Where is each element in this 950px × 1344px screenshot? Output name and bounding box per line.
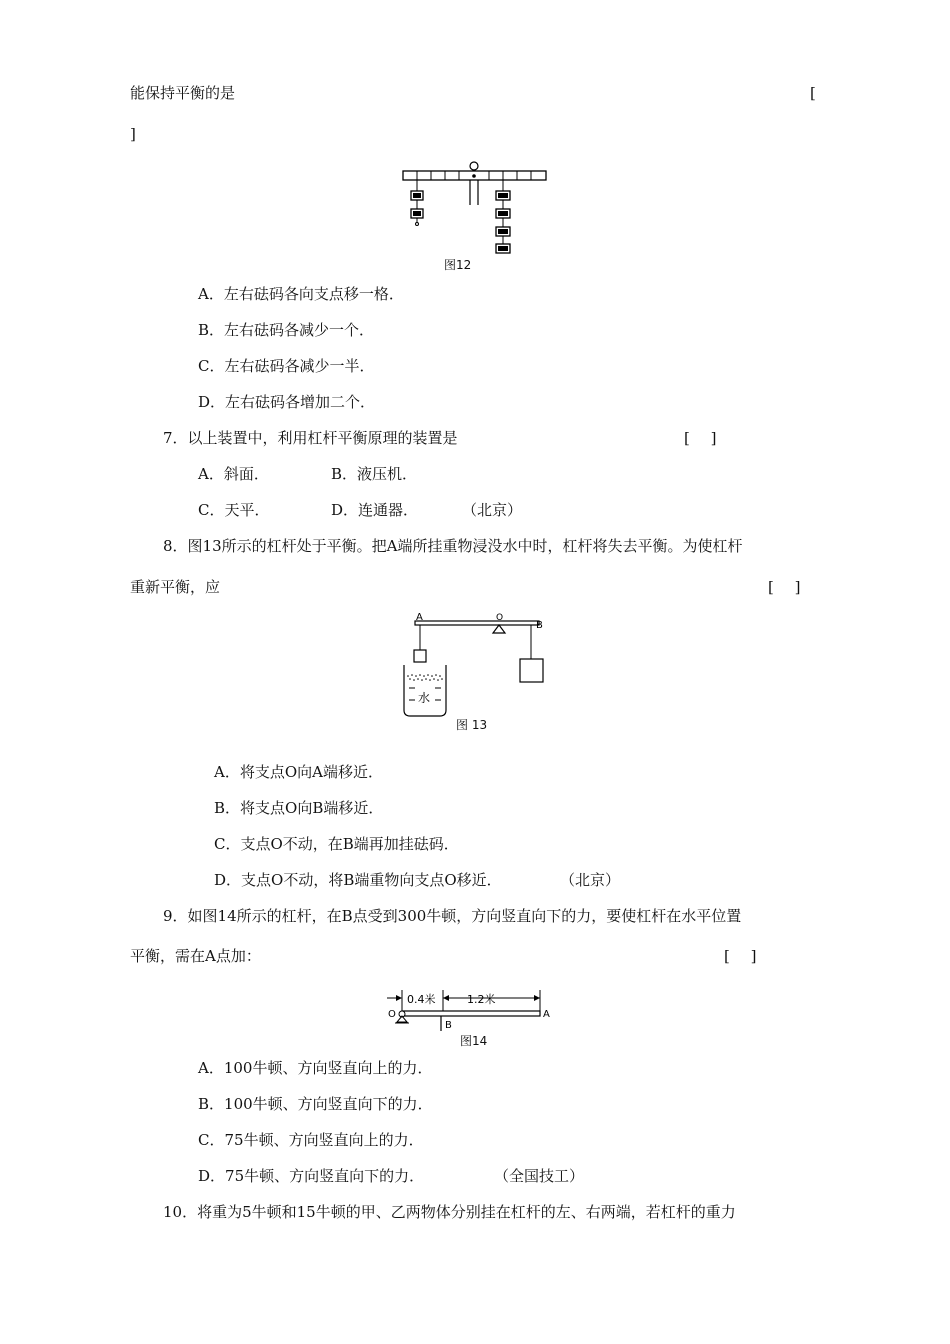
- fig13-label-a: A: [416, 612, 423, 623]
- figure-14-caption: 图14: [460, 1034, 488, 1048]
- q9-option-c: C．75牛顿、方向竖直向上的力．: [198, 1131, 424, 1149]
- q7-option-b: B．液压机．: [331, 465, 418, 483]
- q7-bracket: [ ]: [684, 429, 717, 447]
- q7-source: （北京）: [462, 501, 523, 519]
- fig14-label-a: A: [543, 1009, 550, 1020]
- fig13-label-o: O: [496, 613, 504, 623]
- q8-stem-line2: 重新平衡，应: [130, 578, 221, 596]
- q10-stem-line1: 10．将重为5牛顿和15牛顿的甲、乙两物体分别挂在杠杆的左、右两端，若杠杆的重力: [163, 1203, 736, 1221]
- fig14-label-o: O: [388, 1009, 396, 1020]
- q9-stem-line2: 平衡，需在A点加：: [130, 947, 261, 965]
- figure-14-drawing: [385, 985, 565, 1033]
- q6-option-a: A．左右砝码各向支点移一格．: [198, 285, 404, 303]
- figure-12-caption: 图12: [444, 258, 472, 272]
- q9-stem-line1: 9．如图14所示的杠杆，在B点受到300牛顿，方向竖直向下的力，要使杠杆在水平位置: [163, 907, 742, 925]
- figure-13-caption: 图 13: [456, 718, 488, 732]
- q7-stem: 7．以上装置中，利用杠杆平衡原理的装置是: [163, 429, 458, 447]
- q6-option-b: B．左右砝码各减少一个．: [198, 321, 375, 339]
- q9-option-a: A．100牛顿、方向竖直向上的力．: [198, 1059, 433, 1077]
- q8-source: （北京）: [560, 871, 621, 889]
- q6-stem-tail: 能保持平衡的是: [130, 84, 236, 102]
- q8-option-c: C．支点O不动，在B端再加挂砝码．: [214, 835, 459, 853]
- q6-bracket-close: ]: [130, 125, 136, 143]
- q7-option-c: C．天平．: [198, 501, 270, 519]
- q8-option-a: A．将支点O向A端移近．: [214, 763, 383, 781]
- fig14-dim-left: 0.4米: [407, 993, 436, 1006]
- figure-13: [395, 610, 555, 740]
- figure-12-drawing: [400, 155, 550, 275]
- q8-option-d: D．支点O不动，将B端重物向支点O移近．: [214, 871, 502, 889]
- fig14-label-b: B: [445, 1020, 452, 1031]
- q9-option-d: D．75牛顿、方向竖直向下的力．: [198, 1167, 425, 1185]
- q9-option-b: B．100牛顿、方向竖直向下的力．: [198, 1095, 433, 1113]
- q7-option-a: A．斜面．: [198, 465, 269, 483]
- fig13-label-water: 水: [418, 691, 431, 705]
- q8-bracket: [ ]: [768, 578, 801, 596]
- fig13-label-b: B: [536, 620, 543, 631]
- q7-option-d: D．连通器．: [331, 501, 419, 519]
- figure-14: [385, 985, 565, 1050]
- q6-option-c: C．左右砝码各减少一半．: [198, 357, 375, 375]
- q9-source: （全国技工）: [494, 1167, 585, 1185]
- fig14-dim-right: 1.2米: [467, 993, 496, 1006]
- q8-stem-line1: 8．图13所示的杠杆处于平衡。把A端所挂重物浸没水中时，杠杆将失去平衡。为使杠杆: [163, 537, 743, 555]
- q8-option-b: B．将支点O向B端移近．: [214, 799, 384, 817]
- q6-bracket-open: [: [810, 84, 816, 102]
- figure-12: [400, 155, 550, 275]
- q9-bracket: [ ]: [724, 947, 757, 965]
- q6-option-d: D．左右砝码各增加二个．: [198, 393, 376, 411]
